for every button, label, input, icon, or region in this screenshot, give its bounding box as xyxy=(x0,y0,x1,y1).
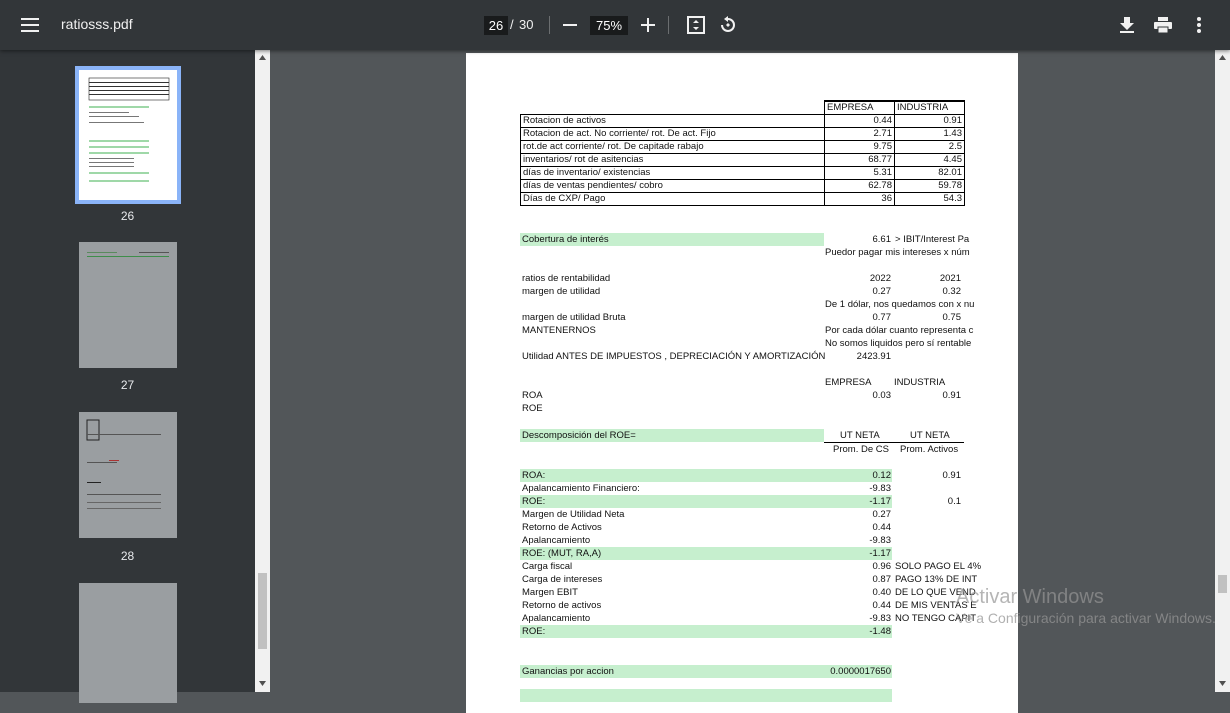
descomposicion-row-value: 0.44 xyxy=(872,600,891,611)
cobertura-label: Cobertura de interés xyxy=(522,234,609,245)
descomposicion-row-label: Apalancamiento xyxy=(522,613,591,624)
table-row: rot.de act corriente/ rot. De capitade rabajo 9.75 2.5 xyxy=(521,140,965,153)
descomposicion-row-extra: SOLO PAGO EL 4% xyxy=(895,561,982,572)
descomposicion-row-label: ROE: (MUT, RA,A) xyxy=(522,548,602,559)
prom-activos-header: Prom. Activos xyxy=(900,444,959,455)
highlight-row xyxy=(520,495,892,508)
bruta-2021: 0.75 xyxy=(942,312,961,323)
descomposicion-row-extra: NO TENGO CAPIT xyxy=(895,613,977,624)
year-2021: 2021 xyxy=(939,273,961,284)
ratios-table xyxy=(520,100,965,206)
thumbnail-page-27[interactable] xyxy=(79,242,177,368)
descomposicion-row-extra: PAGO 13% DE INT xyxy=(895,574,978,585)
table-header: EMPRESA xyxy=(825,101,895,114)
roa-label: ROA xyxy=(522,390,543,401)
table-row: inventarios/ rot de asitencias 68.77 4.45 xyxy=(521,153,965,166)
descomposicion-row-value: 0.44 xyxy=(872,522,891,533)
descomposicion-row-value: -9.83 xyxy=(869,483,891,494)
prom-cs-header: Prom. De CS xyxy=(833,444,889,455)
roa-empresa: 0.03 xyxy=(872,390,891,401)
descomposicion-row-label: ROE: xyxy=(522,496,546,507)
scroll-up-icon[interactable] xyxy=(259,55,266,60)
ut-neta-header-2: UT NETA xyxy=(910,430,950,441)
ebitda-label: Utilidad ANTES DE IMPUESTOS , DEPRECIACIÓN Y AMORTIZACIÓN xyxy=(522,351,826,362)
liquidez-note: No somos liquidos pero sí rentable xyxy=(825,338,972,349)
descomposicion-row-label: ROE: xyxy=(522,626,546,637)
table-row: días de ventas pendientes/ cobro 62.78 59.78 xyxy=(521,179,965,192)
page-number-input[interactable]: 26 xyxy=(484,16,508,35)
windows-watermark-title: Activar Windows xyxy=(956,586,1104,608)
table-row: días de inventario/ existencias 5.31 82.01 xyxy=(521,166,965,179)
descomposicion-row-value: 0.12 xyxy=(872,470,891,481)
cobertura-note-2: Puedor pagar mis intereses x núm xyxy=(825,247,970,258)
descomposicion-row-extra: 0.91 xyxy=(942,470,961,481)
ut-neta-header-1: UT NETA xyxy=(840,430,880,441)
table-header-blank xyxy=(521,101,825,114)
year-2022: 2022 xyxy=(869,273,891,284)
highlight-row xyxy=(520,625,892,638)
thumbnail-label: 27 xyxy=(120,378,135,392)
ebitda-value: 2423.91 xyxy=(856,351,891,362)
descomposicion-row-value: -1.17 xyxy=(869,496,891,507)
descomposicion-row-label: Apalancamiento Financiero: xyxy=(522,483,640,494)
bruta-2022: 0.77 xyxy=(872,312,891,323)
pdf-toolbar xyxy=(0,0,1230,50)
rotate-icon[interactable] xyxy=(711,8,745,42)
thumbnail-page-29[interactable] xyxy=(79,583,177,703)
descomposicion-row-label: Carga fiscal xyxy=(522,561,573,572)
margen-note: De 1 dólar, nos quedamos con x nu xyxy=(825,299,975,310)
descomposicion-row-value: 0.87 xyxy=(872,574,891,585)
main-scroll-thumb[interactable] xyxy=(1218,575,1227,593)
windows-watermark-subtitle: Ve a Configuración para activar Windows. xyxy=(956,610,1216,626)
descomposicion-row-extra: 0.1 xyxy=(947,496,961,507)
descomposicion-label: Descomposición del ROE= xyxy=(522,430,636,441)
scroll-down-icon[interactable] xyxy=(259,681,266,686)
pdf-page xyxy=(466,53,1018,713)
descomposicion-row-label: Retorno de Activos xyxy=(522,522,602,533)
more-options-icon[interactable] xyxy=(1182,8,1216,42)
ganancias-label: Ganancias por accion xyxy=(522,666,614,677)
descomposicion-row-value: 0.27 xyxy=(872,509,891,520)
descomposicion-row-extra: DE MIS VENTAS E xyxy=(895,600,977,611)
highlight-next-row xyxy=(520,689,892,702)
print-icon[interactable] xyxy=(1146,8,1180,42)
rentabilidad-title: ratios de rentabilidad xyxy=(522,273,611,284)
download-icon[interactable] xyxy=(1110,8,1144,42)
industria-header: INDUSTRIA xyxy=(894,377,946,388)
toolbar-divider xyxy=(549,16,550,34)
document-title: ratiosss.pdf xyxy=(61,16,133,32)
table-row: Días de CXP/ Pago 36 54.3 xyxy=(521,192,965,205)
sidebar-scrollbar[interactable] xyxy=(255,50,270,692)
zoom-in-icon[interactable] xyxy=(631,8,665,42)
mantenernos-note: Por cada dólar cuanto representa c xyxy=(825,325,974,336)
table-header: INDUSTRIA xyxy=(895,101,965,114)
toolbar-divider xyxy=(668,16,669,34)
descomposicion-row-value: -1.48 xyxy=(869,626,891,637)
zoom-out-icon[interactable] xyxy=(553,8,587,42)
descomposicion-row-label: Margen EBIT xyxy=(522,587,578,598)
ganancias-value: 0.0000017650 xyxy=(830,666,891,677)
margen-2022: 0.27 xyxy=(872,286,891,297)
thumbnail-label: 26 xyxy=(120,209,135,223)
thumbnail-sidebar xyxy=(0,50,255,692)
roe-label: ROE xyxy=(522,403,543,414)
table-row: Rotacion de activos 0.44 0.91 xyxy=(521,114,965,127)
descomposicion-row-value: 0.40 xyxy=(872,587,891,598)
descomposicion-row-value: -9.83 xyxy=(869,613,891,624)
margen-2021: 0.32 xyxy=(942,286,961,297)
descomposicion-row-extra: DE LO QUE VEND xyxy=(895,587,976,598)
descomposicion-row-value: 0.96 xyxy=(872,561,891,572)
thumbnail-page-28[interactable] xyxy=(79,412,177,538)
scroll-down-icon[interactable] xyxy=(1219,681,1226,686)
table-row: Rotacion de act. No corriente/ rot. De act. Fijo 2.71 1.43 xyxy=(521,127,965,140)
descomposicion-row-label: Apalancamiento xyxy=(522,535,591,546)
empresa-header: EMPRESA xyxy=(825,377,872,388)
roa-industria: 0.91 xyxy=(942,390,961,401)
cobertura-note: > IBIT/Interest Pa xyxy=(895,234,970,245)
descomposicion-row-label: Retorno de activos xyxy=(522,600,602,611)
menu-icon[interactable] xyxy=(13,8,47,42)
descomposicion-row-label: ROA: xyxy=(522,470,546,481)
scroll-up-icon[interactable] xyxy=(1219,55,1226,60)
descomposicion-row-label: Margen de Utilidad Neta xyxy=(522,509,625,520)
highlight-row xyxy=(520,469,892,482)
mantenernos-label: MANTENERNOS xyxy=(522,325,596,336)
descomposicion-row-value: -1.17 xyxy=(869,548,891,559)
cobertura-value: 6.61 xyxy=(872,234,891,245)
bruta-label: margen de utilidad Bruta xyxy=(522,312,626,323)
margen-label: margen de utilidad xyxy=(522,286,601,297)
page-total: 30 xyxy=(519,17,534,32)
thumbnail-page-26[interactable] xyxy=(79,70,177,200)
descomposicion-row-label: Carga de intereses xyxy=(522,574,603,585)
page-separator: / xyxy=(510,17,514,32)
descomposicion-row-value: -9.83 xyxy=(869,535,891,546)
zoom-level-input[interactable]: 75% xyxy=(590,16,628,35)
fit-page-icon[interactable] xyxy=(679,8,713,42)
main-scrollbar[interactable] xyxy=(1215,50,1230,692)
sidebar-scroll-thumb[interactable] xyxy=(258,573,267,649)
thumbnail-label: 28 xyxy=(120,549,135,563)
